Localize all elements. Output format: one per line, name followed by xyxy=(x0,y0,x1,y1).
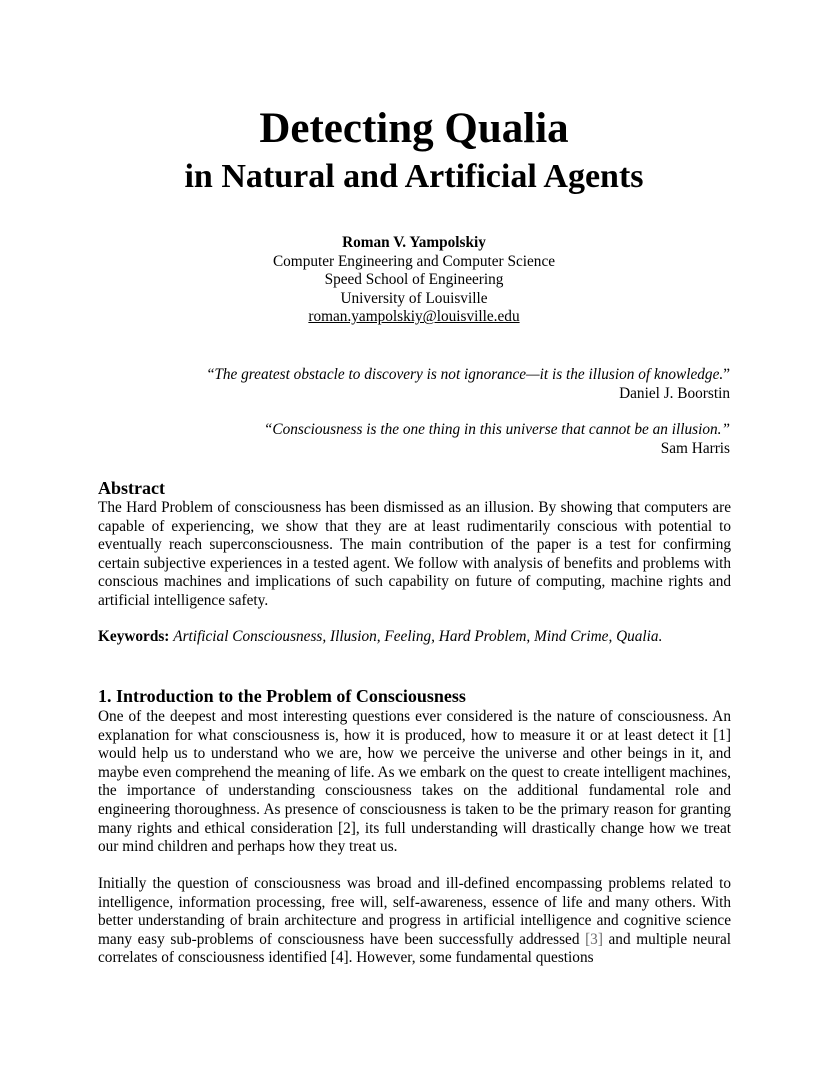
author-affiliation-university: University of Louisville xyxy=(340,289,488,307)
keywords-line xyxy=(98,628,731,647)
author-block xyxy=(0,234,828,327)
epigraph-quote-text xyxy=(208,365,730,384)
paragraph-text: and multiple neural correlates of consciousness identified [4]. However, some fundamental questions xyxy=(98,930,732,967)
epigraph-attribution: Sam Harris xyxy=(660,440,730,457)
paper-title: Detecting Qualia xyxy=(259,105,569,152)
abstract-heading: Abstract xyxy=(98,478,165,498)
author-name: Roman V. Yampolskiy xyxy=(342,234,486,251)
close-quote-mark: ” xyxy=(723,366,730,383)
paper-subtitle: in Natural and Artificial Agents xyxy=(184,158,644,195)
keywords-list: Artificial Consciousness, Illusion, Feeling, Hard Problem, Mind Crime, Qualia. xyxy=(173,628,663,645)
keywords-label: Keywords: xyxy=(98,628,170,645)
author-email-link[interactable]: roman.yampolskiy@louisville.edu xyxy=(308,308,520,326)
section-1-paragraph-1: One of the deepest and most interesting questions ever considered is the nature of consciousness. An explanation for what consciousness is, how it is produced, how to measure it or at least detect it [1] would help us to understand who we are, how we perceive the universe and other beings in it, and maybe even comprehend the meaning of life. As we embark on the quest to create intelligent machines, the importance of understanding consciousness takes on the additional fundamental role and engineering thoroughness. As presence of consciousness is taken to be the primary reason for granting many rights and ethical consideration [2], its full understanding will drastically change how we treat our mind children and perhaps how they treat us. xyxy=(98,708,731,856)
epigraph-quote-text: “Consciousness is the one thing in this universe that cannot be an illusion.” xyxy=(263,421,730,438)
paragraph-text: Initially the question of consciousness was broad and ill-defined encompassing problems related to intelligence, information processing, free will, self-awareness, essence of life and many others. With better understanding of brain architecture and progress in artificial intelligence and cognitive science many easy sub-problems of consciousness have been successfully addressed xyxy=(98,875,731,948)
section-1-paragraph-2 xyxy=(98,875,731,968)
author-affiliation-school: Speed School of Engineering xyxy=(324,271,504,289)
citation-link[interactable]: [3] xyxy=(585,930,603,948)
epigraph-attribution: Daniel J. Boorstin xyxy=(619,385,730,402)
author-affiliation-department: Computer Engineering and Computer Science xyxy=(272,252,556,270)
epigraph-quote-body: The greatest obstacle to discovery is not ignorance—it is the illusion of knowledge. xyxy=(214,366,724,383)
epigraph-boorstin xyxy=(208,365,730,403)
open-quote-mark: “ xyxy=(207,366,215,383)
epigraph-harris xyxy=(264,420,730,458)
abstract-body: The Hard Problem of consciousness has been dismissed as an illusion. By showing that computers are capable of experiencing, we show that they are at least rudimentarily conscious with potential to eventually reach superconsciousness. The main contribution of the paper is a test for confirming certain subjective experiences in a tested agent. We follow with analysis of benefits and problems with conscious machines and implications of such capability on future of computing, machine rights and artificial intelligence safety. xyxy=(98,499,731,609)
section-1-heading: 1. Introduction to the Problem of Consciousness xyxy=(98,686,466,706)
